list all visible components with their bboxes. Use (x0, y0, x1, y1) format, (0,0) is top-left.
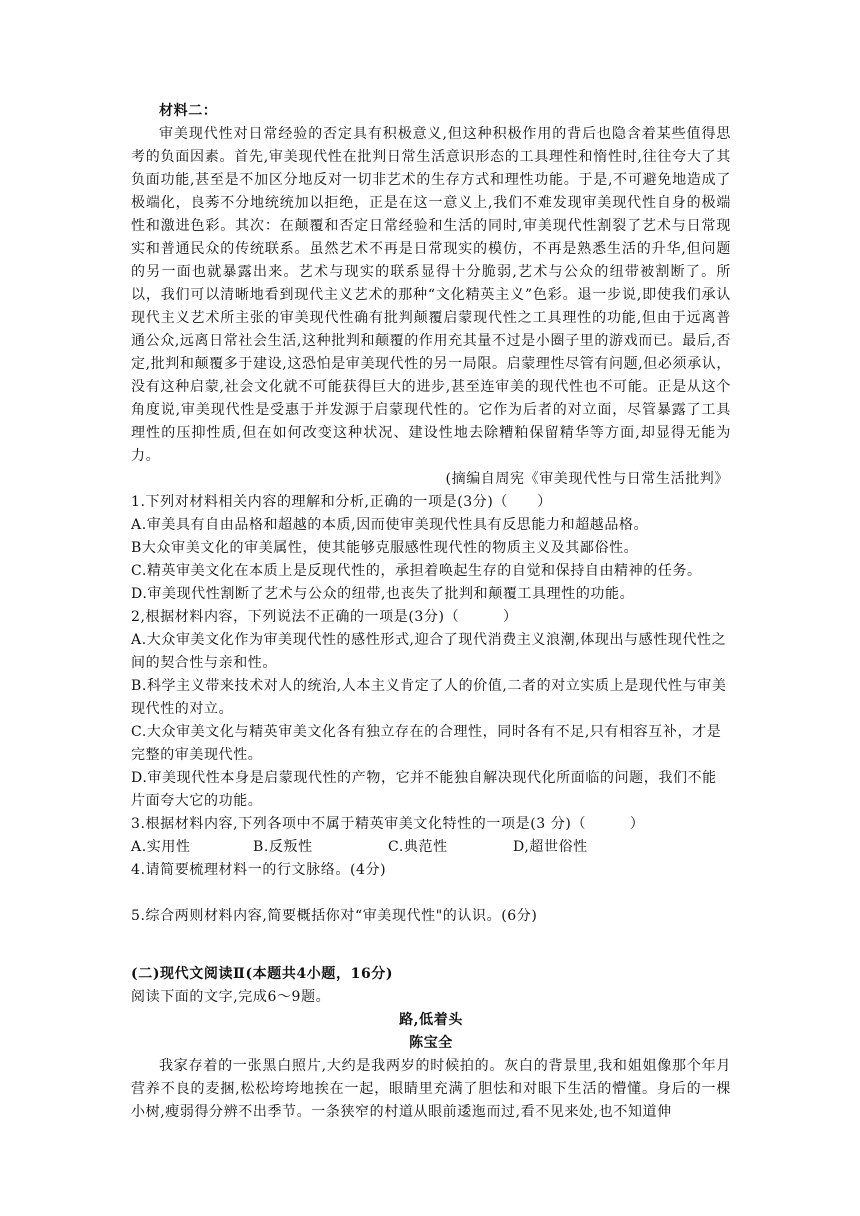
q2-option-d: D.审美现代性本身是启蒙现代性的产物，它并不能独自解决现代化所面临的问题，我们不能片面夸大它的功能。 (131, 770, 717, 809)
q5-stem: 5.综合两则材料内容,简要概括你对“审美现代性"的认识。(6分) (131, 908, 538, 924)
q1-option-c: C.精英审美文化在本质上是反现代性的，承担着唤起生存的自觉和保持自由精神的任务。 (131, 563, 702, 579)
q3-option-a: A.实用性 (131, 839, 191, 855)
q3-option-b: B.反叛性 (253, 839, 313, 855)
q1-option-b: B大众审美文化的审美属性，使其能够克服感性现代性的物质主义及其鄙俗性。 (131, 540, 639, 556)
q5-answer-space (131, 928, 731, 951)
material2-heading: 材料二： (159, 103, 218, 119)
q3-option-d: D,超世俗性 (513, 839, 588, 855)
section2-heading: (二)现代文阅读Ⅱ(本题共4小题，16分) (131, 966, 394, 982)
q3-stem: 3.根据材料内容,下列各项中不属于精英审美文化特性的一项是(3 分)（ ） (131, 816, 645, 832)
q1-stem: 1.下列对材料相关内容的理解和分析,正确的一项是(3分)（ ） (131, 494, 552, 510)
q2-option-c: C.大众审美文化与精英审美文化各有独立存在的合理性，同时各有不足,只有相容互补，才是完整的审美现代性。 (131, 724, 722, 763)
q2-stem: 2,根据材料内容，下列说法不正确的一项是(3分)（ ） (131, 609, 518, 625)
q2-option-b: B.科学主义带来技术对人的统治,人本主义肯定了人的价值,二者的对立实质上是现代性与审美现代性的对立。 (131, 678, 727, 717)
article-paragraph: 我家存着的一张黑白照片,大约是我两岁的时候拍的。灰白的背景里,我和姐姐像那个年月营养不良的麦捆,松松垮垮地挨在一起，眼睛里充满了胆怯和对眼下生活的懵懂。身后的一棵小树,瘦弱得分辨不出季节。一条狭窄的村道从眼前逶迤而过,看不见来处,也不知道伸 (131, 1058, 731, 1120)
material2-source: (摘编自周宪《审美现代性与日常生活批判》 (445, 471, 729, 487)
q1-option-d: D.审美现代性割断了艺术与公众的纽带,也丧失了批判和颠覆工具理性的功能。 (131, 586, 635, 602)
q1-option-a: A.审美具有自由品格和超越的本质,因而使审美现代性具有反思能力和超越品格。 (131, 517, 649, 533)
exam-content (131, 100, 731, 1124)
q3-options (131, 836, 731, 859)
q3-option-c: C.典范性 (388, 839, 448, 855)
material2-paragraph: 审美现代性对日常经验的否定具有积极意义,但这种积极作用的背后也隐含着某些值得思考的负面因素。首先,审美现代性在批判日常生活意识形态的工具理性和惰性时,往往夸大了其负面功能,甚至是不加区分地反对一切非艺术的生存方式和理性功能。于是,不可避免地造成了极端化，良莠不分地统统加以拒绝，正是在这一意义上,我们不难发现审美现代性自身的极端性和激进色彩。其次：在颠覆和否定日常经验和生活的同时,审美现代性割裂了艺术与日常现实和普通民众的传统联系。虽然艺术不再是日常现实的模仿，不再是熟悉生活的升华,但问题的另一面也就暴露出来。艺术与现实的联系显得十分脆弱,艺术与公众的纽带被割断了。所以，我们可以清晰地看到现代主义艺术的那种“文化精英主义”色彩。退一步说,即使我们承认现代主义艺术所主张的审美现代性确有批判颠覆启蒙现代性之工具理性的功能,但由于远离普通公众,远离日常社会生活,这种批判和颠覆的作用充其量不过是小圈子里的游戏而已。最后,否定,批判和颠覆多于建设,这恐怕是审美现代性的另一局限。启蒙理性尽管有问题,但必须承认，没有这种启蒙,社会文化就不可能获得巨大的进步,甚至连审美的现代性也不可能。正是从这个角度说,审美现代性是受惠于并发源于启蒙现代性的。它作为后者的对立面，尽管暴露了工具理性的压抑性质,但在如何改变这种状况、建设性地去除糟粕保留精华等方面,却显得无能为力。 (131, 126, 731, 464)
q2-option-a: A.大众审美文化作为审美现代性的感性形式,迎合了现代消费主义浪潮,体现出与感性现代性之间的契合性与亲和性。 (131, 632, 727, 671)
q4-answer-space (131, 882, 731, 905)
article-author: 陈宝全 (409, 1035, 453, 1051)
article-title: 路,低着头 (399, 1012, 463, 1028)
q4-stem: 4.请简要梳理材料一的行文脉络。(4分) (131, 862, 387, 878)
section2-instruction: 阅读下面的文字,完成6～9题。 (131, 989, 331, 1005)
